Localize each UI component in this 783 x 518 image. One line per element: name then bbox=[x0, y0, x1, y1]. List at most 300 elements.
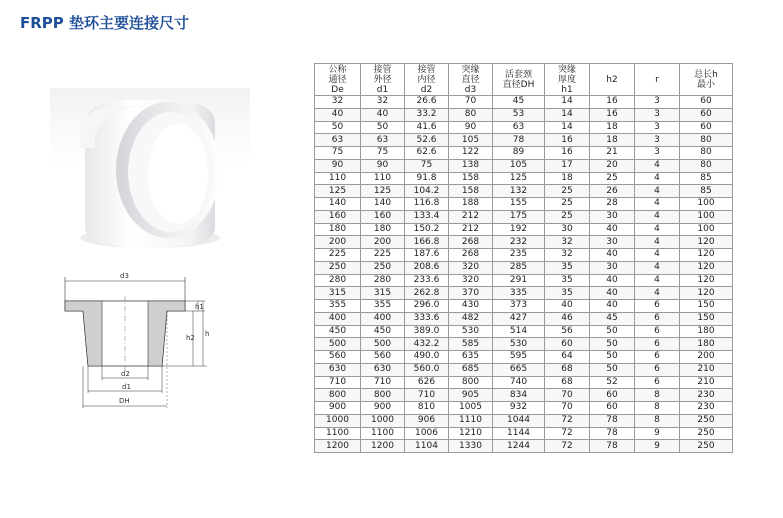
table-cell: 740 bbox=[493, 376, 545, 389]
table-cell: 160 bbox=[315, 210, 361, 223]
table-cell: 315 bbox=[361, 287, 405, 300]
table-cell: 25 bbox=[545, 198, 590, 211]
column-header bbox=[405, 64, 449, 96]
table-cell: 230 bbox=[680, 389, 733, 402]
table-cell: 450 bbox=[361, 325, 405, 338]
column-header-line: 接管 bbox=[373, 64, 392, 75]
table-cell: 80 bbox=[449, 108, 493, 121]
table-cell: 6 bbox=[635, 300, 680, 313]
table-cell: 75 bbox=[315, 147, 361, 160]
table-cell: 530 bbox=[493, 338, 545, 351]
table-cell: 4 bbox=[635, 198, 680, 211]
table-cell: 140 bbox=[361, 198, 405, 211]
column-header bbox=[493, 64, 545, 96]
table-cell: 225 bbox=[315, 249, 361, 262]
table-cell: 90 bbox=[361, 159, 405, 172]
table-cell: 3 bbox=[635, 121, 680, 134]
table-row bbox=[315, 300, 733, 313]
table-cell: 125 bbox=[315, 185, 361, 198]
column-header-line: 活套颈 bbox=[504, 69, 532, 80]
table-cell: 50 bbox=[361, 121, 405, 134]
table-cell: 16 bbox=[590, 108, 635, 121]
table-cell: 25 bbox=[545, 210, 590, 223]
table-cell: 50 bbox=[590, 351, 635, 364]
table-cell: 32 bbox=[545, 236, 590, 249]
table-cell: 17 bbox=[545, 159, 590, 172]
table-cell: 26.6 bbox=[405, 96, 449, 109]
table-cell: 210 bbox=[680, 376, 733, 389]
column-header-line: 直径 bbox=[461, 74, 480, 85]
table-row bbox=[315, 363, 733, 376]
table-cell: 400 bbox=[315, 312, 361, 325]
column-header bbox=[545, 64, 590, 96]
table-cell: 78 bbox=[590, 440, 635, 453]
table-cell: 150.2 bbox=[405, 223, 449, 236]
table-cell: 14 bbox=[545, 108, 590, 121]
table-cell: 250 bbox=[680, 427, 733, 440]
table-cell: 1000 bbox=[361, 414, 405, 427]
table-cell: 52.6 bbox=[405, 134, 449, 147]
table-cell: 32 bbox=[361, 96, 405, 109]
table-cell: 9 bbox=[635, 440, 680, 453]
table-cell: 1200 bbox=[315, 440, 361, 453]
table-cell: 72 bbox=[545, 440, 590, 453]
table-cell: 116.8 bbox=[405, 198, 449, 211]
table-cell: 50 bbox=[590, 325, 635, 338]
column-header bbox=[680, 64, 733, 96]
table-cell: 1100 bbox=[315, 427, 361, 440]
table-cell: 125 bbox=[493, 172, 545, 185]
table-cell: 40 bbox=[361, 108, 405, 121]
table-cell: 635 bbox=[449, 351, 493, 364]
table-cell: 110 bbox=[315, 172, 361, 185]
table-cell: 70 bbox=[449, 96, 493, 109]
column-header-line: d1 bbox=[376, 84, 389, 95]
dimension-table bbox=[314, 63, 733, 453]
table-cell: 3 bbox=[635, 134, 680, 147]
table-cell: 800 bbox=[449, 376, 493, 389]
table-cell: 63 bbox=[493, 121, 545, 134]
table-cell: 1044 bbox=[493, 414, 545, 427]
table-cell: 225 bbox=[361, 249, 405, 262]
table-cell: 80 bbox=[680, 147, 733, 160]
table-cell: 46 bbox=[545, 312, 590, 325]
table-cell: 14 bbox=[545, 96, 590, 109]
table-cell: 800 bbox=[361, 389, 405, 402]
gasket-ring-image bbox=[50, 88, 250, 258]
table-cell: 250 bbox=[680, 440, 733, 453]
table-cell: 560 bbox=[315, 351, 361, 364]
table-cell: 50 bbox=[590, 363, 635, 376]
column-header-line: 厚度 bbox=[557, 74, 576, 85]
table-cell: 40 bbox=[590, 223, 635, 236]
table-cell: 315 bbox=[315, 287, 361, 300]
table-cell: 32 bbox=[545, 249, 590, 262]
table-row bbox=[315, 351, 733, 364]
table-cell: 41.6 bbox=[405, 121, 449, 134]
table-cell: 60 bbox=[590, 402, 635, 415]
table-cell: 4 bbox=[635, 274, 680, 287]
table-cell: 250 bbox=[361, 261, 405, 274]
table-cell: 50 bbox=[590, 338, 635, 351]
table-cell: 482 bbox=[449, 312, 493, 325]
table-row bbox=[315, 159, 733, 172]
table-cell: 250 bbox=[315, 261, 361, 274]
table-cell: 200 bbox=[315, 236, 361, 249]
label-h: h bbox=[205, 330, 210, 338]
column-header-line: r bbox=[655, 74, 659, 85]
table-cell: 90 bbox=[315, 159, 361, 172]
table-cell: 630 bbox=[361, 363, 405, 376]
table-cell: 834 bbox=[493, 389, 545, 402]
table-cell: 430 bbox=[449, 300, 493, 313]
column-header bbox=[361, 64, 405, 96]
table-cell: 120 bbox=[680, 274, 733, 287]
header-row bbox=[315, 64, 733, 96]
table-cell: 18 bbox=[590, 134, 635, 147]
table-cell: 4 bbox=[635, 210, 680, 223]
column-header-line: 突缘 bbox=[461, 64, 480, 75]
table-cell: 432.2 bbox=[405, 338, 449, 351]
table-cell: 150 bbox=[680, 300, 733, 313]
table-cell: 63 bbox=[315, 134, 361, 147]
table-cell: 3 bbox=[635, 147, 680, 160]
column-header-line: 公称 bbox=[328, 64, 347, 75]
table-cell: 50 bbox=[315, 121, 361, 134]
table-row bbox=[315, 274, 733, 287]
table-cell: 68 bbox=[545, 376, 590, 389]
table-cell: 333.6 bbox=[405, 312, 449, 325]
table-cell: 105 bbox=[493, 159, 545, 172]
table-cell: 285 bbox=[493, 261, 545, 274]
table-cell: 75 bbox=[405, 159, 449, 172]
table-cell: 40 bbox=[590, 287, 635, 300]
table-cell: 45 bbox=[493, 96, 545, 109]
table-cell: 389.0 bbox=[405, 325, 449, 338]
table-cell: 1110 bbox=[449, 414, 493, 427]
product-photo bbox=[50, 88, 250, 258]
table-cell: 235 bbox=[493, 249, 545, 262]
table-cell: 30 bbox=[545, 223, 590, 236]
table-cell: 4 bbox=[635, 223, 680, 236]
table-cell: 100 bbox=[680, 210, 733, 223]
table-cell: 530 bbox=[449, 325, 493, 338]
label-h1: h1 bbox=[195, 303, 204, 311]
table-cell: 514 bbox=[493, 325, 545, 338]
label-dh: DH bbox=[119, 397, 130, 405]
cross-section-drawing bbox=[55, 268, 215, 418]
table-cell: 52 bbox=[590, 376, 635, 389]
table-cell: 335 bbox=[493, 287, 545, 300]
table-cell: 626 bbox=[405, 376, 449, 389]
table-cell: 268 bbox=[449, 236, 493, 249]
table-cell: 1000 bbox=[315, 414, 361, 427]
table-cell: 60 bbox=[680, 121, 733, 134]
table-cell: 180 bbox=[680, 338, 733, 351]
column-header-line: 总长h bbox=[694, 69, 718, 80]
table-cell: 180 bbox=[315, 223, 361, 236]
table-cell: 212 bbox=[449, 210, 493, 223]
table-cell: 8 bbox=[635, 414, 680, 427]
table-cell: 296.0 bbox=[405, 300, 449, 313]
table-cell: 40 bbox=[315, 108, 361, 121]
table-cell: 28 bbox=[590, 198, 635, 211]
table-cell: 175 bbox=[493, 210, 545, 223]
table-cell: 900 bbox=[315, 402, 361, 415]
table-cell: 370 bbox=[449, 287, 493, 300]
table-row bbox=[315, 134, 733, 147]
table-cell: 85 bbox=[680, 185, 733, 198]
table-cell: 132 bbox=[493, 185, 545, 198]
table-cell: 232 bbox=[493, 236, 545, 249]
table-row bbox=[315, 376, 733, 389]
table-cell: 32 bbox=[315, 96, 361, 109]
table-cell: 208.6 bbox=[405, 261, 449, 274]
table-cell: 14 bbox=[545, 121, 590, 134]
table-cell: 70 bbox=[545, 402, 590, 415]
table-row bbox=[315, 198, 733, 211]
table-cell: 4 bbox=[635, 172, 680, 185]
table-cell: 166.8 bbox=[405, 236, 449, 249]
table-cell: 280 bbox=[315, 274, 361, 287]
column-header-line: 最小 bbox=[696, 79, 715, 90]
table-cell: 710 bbox=[405, 389, 449, 402]
table-cell: 120 bbox=[680, 261, 733, 274]
table-cell: 900 bbox=[361, 402, 405, 415]
table-cell: 105 bbox=[449, 134, 493, 147]
table-cell: 53 bbox=[493, 108, 545, 121]
table-row bbox=[315, 249, 733, 262]
table-cell: 60 bbox=[680, 96, 733, 109]
table-cell: 6 bbox=[635, 376, 680, 389]
column-header-line: h2 bbox=[606, 74, 618, 85]
table-cell: 630 bbox=[315, 363, 361, 376]
table-cell: 60 bbox=[590, 389, 635, 402]
table-cell: 230 bbox=[680, 402, 733, 415]
column-header-line: 内径 bbox=[417, 74, 436, 85]
table-cell: 450 bbox=[315, 325, 361, 338]
table-cell: 62.6 bbox=[405, 147, 449, 160]
table-cell: 30 bbox=[590, 261, 635, 274]
table-cell: 200 bbox=[680, 351, 733, 364]
table-cell: 120 bbox=[680, 236, 733, 249]
table-cell: 1104 bbox=[405, 440, 449, 453]
table-cell: 1144 bbox=[493, 427, 545, 440]
table-cell: 400 bbox=[361, 312, 405, 325]
column-header-line: d2 bbox=[420, 84, 433, 95]
table-cell: 18 bbox=[545, 172, 590, 185]
table-cell: 1210 bbox=[449, 427, 493, 440]
table-cell: 20 bbox=[590, 159, 635, 172]
table-cell: 56 bbox=[545, 325, 590, 338]
table-cell: 490.0 bbox=[405, 351, 449, 364]
table-cell: 63 bbox=[361, 134, 405, 147]
table-cell: 78 bbox=[493, 134, 545, 147]
table-cell: 80 bbox=[680, 159, 733, 172]
label-d2: d2 bbox=[121, 370, 130, 378]
table-cell: 85 bbox=[680, 172, 733, 185]
table-row bbox=[315, 312, 733, 325]
column-header-line: 外径 bbox=[373, 74, 392, 85]
table-cell: 373 bbox=[493, 300, 545, 313]
table-row bbox=[315, 261, 733, 274]
table-cell: 125 bbox=[361, 185, 405, 198]
table-cell: 1244 bbox=[493, 440, 545, 453]
table-cell: 906 bbox=[405, 414, 449, 427]
column-header bbox=[449, 64, 493, 96]
table-cell: 78 bbox=[590, 414, 635, 427]
label-d1: d1 bbox=[122, 383, 131, 391]
column-header-line: De bbox=[331, 84, 344, 95]
table-cell: 35 bbox=[545, 261, 590, 274]
table-cell: 3 bbox=[635, 108, 680, 121]
table-cell: 16 bbox=[590, 96, 635, 109]
table-cell: 4 bbox=[635, 261, 680, 274]
table-cell: 233.6 bbox=[405, 274, 449, 287]
table-cell: 140 bbox=[315, 198, 361, 211]
table-cell: 4 bbox=[635, 185, 680, 198]
table-cell: 500 bbox=[361, 338, 405, 351]
table-row bbox=[315, 338, 733, 351]
table-cell: 560 bbox=[361, 351, 405, 364]
table-cell: 78 bbox=[590, 427, 635, 440]
table-row bbox=[315, 427, 733, 440]
table-cell: 75 bbox=[361, 147, 405, 160]
table-cell: 60 bbox=[680, 108, 733, 121]
table-cell: 40 bbox=[590, 274, 635, 287]
table-cell: 280 bbox=[361, 274, 405, 287]
table-cell: 21 bbox=[590, 147, 635, 160]
table-cell: 800 bbox=[315, 389, 361, 402]
table-cell: 1005 bbox=[449, 402, 493, 415]
column-header-line: 突缘 bbox=[557, 64, 576, 75]
table-cell: 6 bbox=[635, 351, 680, 364]
table-cell: 180 bbox=[680, 325, 733, 338]
column-header-line: 通径 bbox=[328, 74, 347, 85]
table-cell: 100 bbox=[680, 223, 733, 236]
table-row bbox=[315, 147, 733, 160]
table-cell: 110 bbox=[361, 172, 405, 185]
table-cell: 665 bbox=[493, 363, 545, 376]
table-cell: 3 bbox=[635, 96, 680, 109]
table-cell: 120 bbox=[680, 249, 733, 262]
table-cell: 320 bbox=[449, 261, 493, 274]
table-cell: 89 bbox=[493, 147, 545, 160]
table-cell: 91.8 bbox=[405, 172, 449, 185]
table-cell: 158 bbox=[449, 185, 493, 198]
column-header-line: h1 bbox=[561, 84, 573, 95]
table-cell: 64 bbox=[545, 351, 590, 364]
table-row bbox=[315, 414, 733, 427]
table-cell: 122 bbox=[449, 147, 493, 160]
table-cell: 35 bbox=[545, 274, 590, 287]
table-cell: 1100 bbox=[361, 427, 405, 440]
table-cell: 80 bbox=[680, 134, 733, 147]
table-cell: 932 bbox=[493, 402, 545, 415]
table-cell: 192 bbox=[493, 223, 545, 236]
table-cell: 30 bbox=[590, 236, 635, 249]
table-cell: 68 bbox=[545, 363, 590, 376]
table-body bbox=[315, 96, 733, 453]
table-cell: 8 bbox=[635, 389, 680, 402]
table-cell: 70 bbox=[545, 389, 590, 402]
table-cell: 187.6 bbox=[405, 249, 449, 262]
table-cell: 72 bbox=[545, 414, 590, 427]
table-cell: 685 bbox=[449, 363, 493, 376]
table-cell: 212 bbox=[449, 223, 493, 236]
table-row bbox=[315, 121, 733, 134]
table-cell: 60 bbox=[545, 338, 590, 351]
column-header bbox=[315, 64, 361, 96]
table-cell: 138 bbox=[449, 159, 493, 172]
table-row bbox=[315, 108, 733, 121]
table-cell: 1200 bbox=[361, 440, 405, 453]
table-cell: 4 bbox=[635, 287, 680, 300]
table-cell: 30 bbox=[590, 210, 635, 223]
column-header-line: 直径DH bbox=[502, 79, 535, 90]
table-cell: 6 bbox=[635, 325, 680, 338]
column-header bbox=[635, 64, 680, 96]
table-cell: 200 bbox=[361, 236, 405, 249]
table-cell: 6 bbox=[635, 312, 680, 325]
table-cell: 262.8 bbox=[405, 287, 449, 300]
column-header bbox=[590, 64, 635, 96]
table-cell: 905 bbox=[449, 389, 493, 402]
table-cell: 26 bbox=[590, 185, 635, 198]
table-cell: 268 bbox=[449, 249, 493, 262]
table-row bbox=[315, 223, 733, 236]
table-cell: 1330 bbox=[449, 440, 493, 453]
table-row bbox=[315, 325, 733, 338]
table-cell: 6 bbox=[635, 363, 680, 376]
table-cell: 133.4 bbox=[405, 210, 449, 223]
table-cell: 210 bbox=[680, 363, 733, 376]
table-header bbox=[315, 64, 733, 96]
table-cell: 18 bbox=[590, 121, 635, 134]
table-cell: 40 bbox=[590, 300, 635, 313]
table-row bbox=[315, 287, 733, 300]
table-row bbox=[315, 185, 733, 198]
table-cell: 35 bbox=[545, 287, 590, 300]
table-row bbox=[315, 210, 733, 223]
table-cell: 6 bbox=[635, 338, 680, 351]
label-h2: h2 bbox=[186, 334, 195, 342]
table-row bbox=[315, 389, 733, 402]
table-cell: 250 bbox=[680, 414, 733, 427]
table-cell: 355 bbox=[361, 300, 405, 313]
table-cell: 4 bbox=[635, 236, 680, 249]
table-cell: 188 bbox=[449, 198, 493, 211]
table-cell: 710 bbox=[361, 376, 405, 389]
table-cell: 291 bbox=[493, 274, 545, 287]
table-cell: 8 bbox=[635, 402, 680, 415]
table-cell: 40 bbox=[590, 249, 635, 262]
table-cell: 710 bbox=[315, 376, 361, 389]
table-cell: 320 bbox=[449, 274, 493, 287]
table-cell: 25 bbox=[545, 185, 590, 198]
table-cell: 25 bbox=[590, 172, 635, 185]
table-cell: 810 bbox=[405, 402, 449, 415]
table-cell: 40 bbox=[545, 300, 590, 313]
column-header-line: 接管 bbox=[417, 64, 436, 75]
table-row bbox=[315, 402, 733, 415]
table-row bbox=[315, 236, 733, 249]
table-cell: 500 bbox=[315, 338, 361, 351]
table-cell: 104.2 bbox=[405, 185, 449, 198]
table-cell: 595 bbox=[493, 351, 545, 364]
table-cell: 9 bbox=[635, 427, 680, 440]
table-cell: 4 bbox=[635, 249, 680, 262]
